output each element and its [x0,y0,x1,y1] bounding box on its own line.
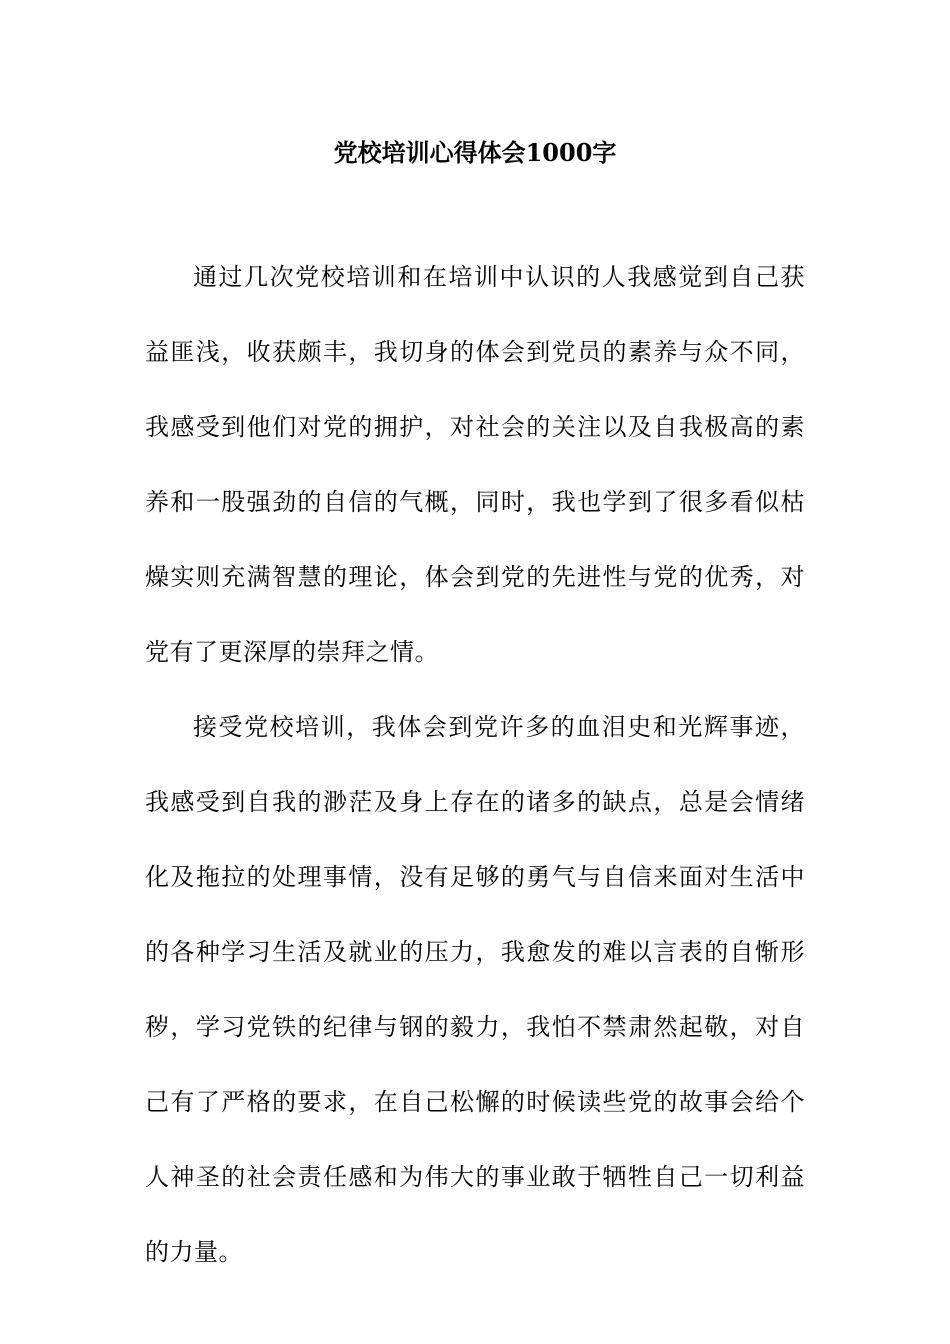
paragraph-2: 接受党校培训，我体会到党许多的血泪史和光辉事迹，我感受到自我的渺茫及身上存在的诸多的缺点，总是会情绪化及拖拉的处理事情，没有足够的勇气与自信来面对生活中的各种学习生活及就业的压力，我愈发的难以言表的自惭形秽，学习党铁的纪律与钢的毅力，我怕不禁肃然起敬，对自己有了严格的要求，在自己松懈的时候读些党的故事会给个人神圣的社会责任感和为伟大的事业敢于牺牲自己一切利益的力量。 [145,713,805,1266]
paragraph-1: 通过几次党校培训和在培训中认识的人我感觉到自己获益匪浅，收获颇丰，我切身的体会到党员的素养与众不同，我感受到他们对党的拥护，对社会的关注以及自我极高的素养和一股强劲的自信的气概，同时，我也学到了很多看似枯燥实则充满智慧的理论，体会到党的先进性与党的优秀，对党有了更深厚的崇拜之情。 [145,263,805,666]
document-body [145,240,805,1290]
document-title: 党校培训心得体会1000字 [333,138,617,167]
